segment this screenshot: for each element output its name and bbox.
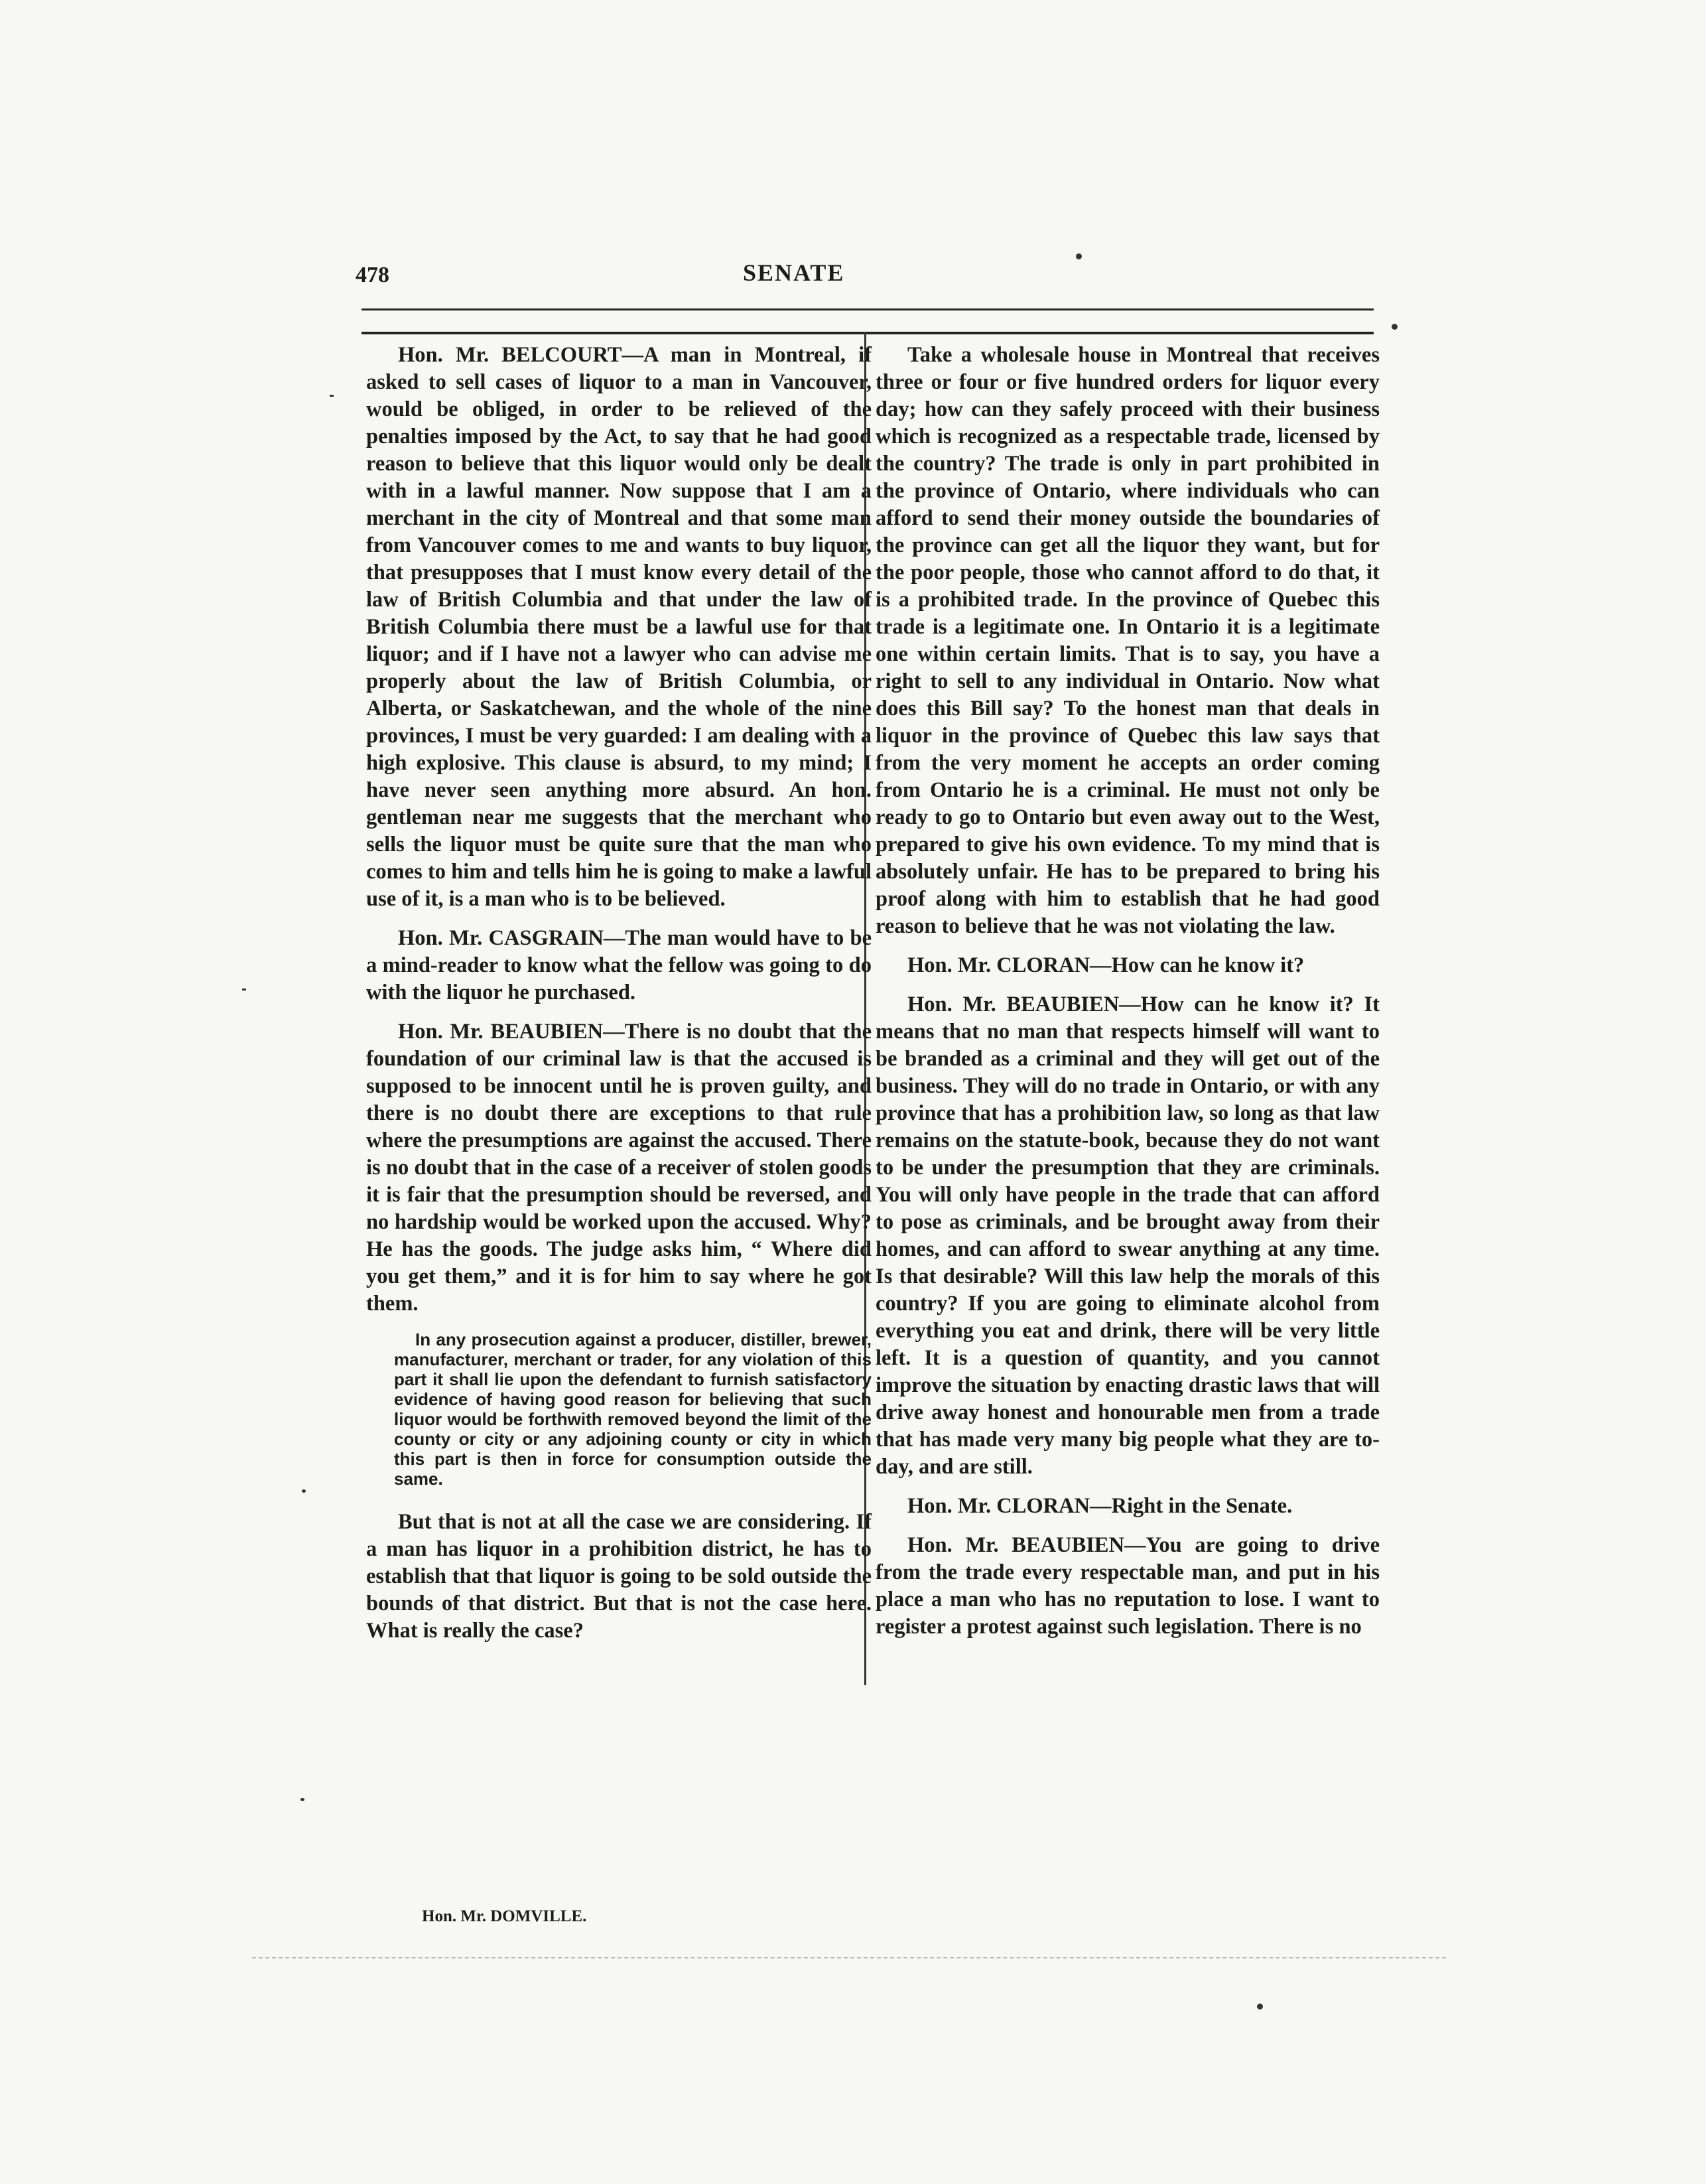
running-head: SENATE bbox=[743, 259, 845, 286]
left-column bbox=[366, 342, 872, 1657]
scan-speck bbox=[300, 1798, 304, 1801]
header-rule bbox=[361, 308, 1374, 310]
speech-casgrain: Hon. Mr. CASGRAIN—The man would have to be a mind-reader to know what the fellow was going to do with the liquor he purchased. bbox=[366, 926, 872, 1004]
scan-speck bbox=[242, 989, 246, 990]
speech-belcourt: Hon. Mr. BELCOURT—A man in Montreal, if asked to sell cases of liquor to a man in Vancouver, would be obliged, in order to be relieved of the penalties imposed by the Act, to say that he had good reason to believe that this liquor would only be dealt with in a lawful manner. Now suppose that I am a merchant in the city of Montreal and that some man from Vancouver comes to me and wants to buy liquor, that presupposes that I must know every detail of the law of British Columbia and that under the law of British Columbia there must be a lawful use for that liquor; and if I have not a lawyer who can advise me properly about the law of British Columbia, or Alberta, or Saskatchewan, and the whole of the nine provinces, I must be very guarded: I am dealing with a high explosive. This clause is absurd, to my mind; I have never seen anything more absurd. An hon. gentleman near me suggests that the merchant who sells the liquor must be quite sure that the man who comes to him and tells him he is going to make a lawful use of it, is a man who is to be believed. bbox=[366, 343, 872, 911]
quoted-clause: In any prosecution against a producer, distiller, brewer, manufacturer, merchant or trader, for any violation of this part it shall lie upon the defendant to furnish satisfactory evidence of having good reason for believing that such liquor would be forthwith removed beyond the limit of the county or city or any adjoining county or city in which this part is then in force for consumption outside the same. bbox=[394, 1330, 872, 1489]
footer-speaker: Hon. Mr. DOMVILLE. bbox=[422, 1907, 587, 1925]
header-rule-double bbox=[361, 332, 1374, 334]
speech-continued-wholesale: Take a wholesale house in Montreal that receives three or four or five hundred orders for liquor every day; how can they safely proceed with their business which is recognized as a respectable trade, licensed by the country? The trade is only in part prohibited in the province of Ontario, where individuals who can afford to send their money outside the boundaries of the province can get all the liquor they want, but for the poor people, those who cannot afford to do that, it is a prohibited trade. In the province of Quebec this trade is a legitimate one. In Ontario it is a legitimate one within certain limits. That is to say, you have a right to sell to any individual in Ontario. Now what does this Bill say? To the honest man that deals in liquor in the province of Quebec this law says that from the very moment he accepts an order coming from Ontario he is a criminal. He must not only be ready to go to Ontario but even away out to the West, prepared to give his own evidence. To my mind that is absolutely unfair. He has to be prepared to bring his proof along with him to establish that he had good reason to believe that he was not violating the law. bbox=[876, 343, 1380, 938]
speech-beaubien-continued: But that is not at all the case we are considering. If a man has liquor in a prohibition district, he has to establish that that liquor is going to be sold outside the bounds of that district. But that is not the case here. What is really the case? bbox=[366, 1510, 872, 1643]
right-column bbox=[876, 342, 1380, 1653]
scan-speck bbox=[1257, 2004, 1263, 2010]
scan-speck bbox=[330, 395, 334, 397]
scan-speck bbox=[1076, 253, 1082, 259]
bottom-rule bbox=[252, 1957, 1446, 1958]
speech-beaubien-2: Hon. Mr. BEAUBIEN—How can he know it? It means that no man that respects himself will want to be branded as a criminal and they will get out of the business. They will do no trade in Ontario, or with any province that has a prohibition law, so long as that law remains on the statute-book, because they do not want to be under the presumption that they are criminals. You will only have people in the trade that can afford to pose as criminals, and be brought away from their homes, and can afford to swear anything at any time. Is that desirable? Will this law help the morals of this country? If you are going to eliminate alcohol from everything you eat and drink, there will be very little left. It is a question of quantity, and you cannot improve the situation by enacting drastic laws that will drive away honest and honourable men from a trade that has made very many big people what they are to-day, and are still. bbox=[876, 992, 1380, 1479]
speech-beaubien-3: Hon. Mr. BEAUBIEN—You are going to drive from the trade every respectable man, and put in his place a man who has no reputation to lose. I want to register a protest against such legislation. There is no bbox=[876, 1533, 1380, 1639]
speech-beaubien-1: Hon. Mr. BEAUBIEN—There is no doubt that the foundation of our criminal law is that the accused is supposed to be innocent until he is proven guilty, and there is no doubt there are exceptions to that rule where the presumptions are against the accused. There is no doubt that in the case of a receiver of stolen goods it is fair that the presumption should be reversed, and no hardship would be worked upon the accused. Why? He has the goods. The judge asks him, “ Where did you get them,” and it is for him to say where he got them. bbox=[366, 1020, 872, 1316]
scan-speck bbox=[1392, 324, 1398, 330]
speech-cloran-2: Hon. Mr. CLORAN—Right in the Senate. bbox=[907, 1494, 1293, 1518]
scan-speck bbox=[302, 1489, 306, 1493]
page-number: 478 bbox=[356, 263, 389, 287]
speech-cloran-1: Hon. Mr. CLORAN—How can he know it? bbox=[907, 953, 1305, 977]
